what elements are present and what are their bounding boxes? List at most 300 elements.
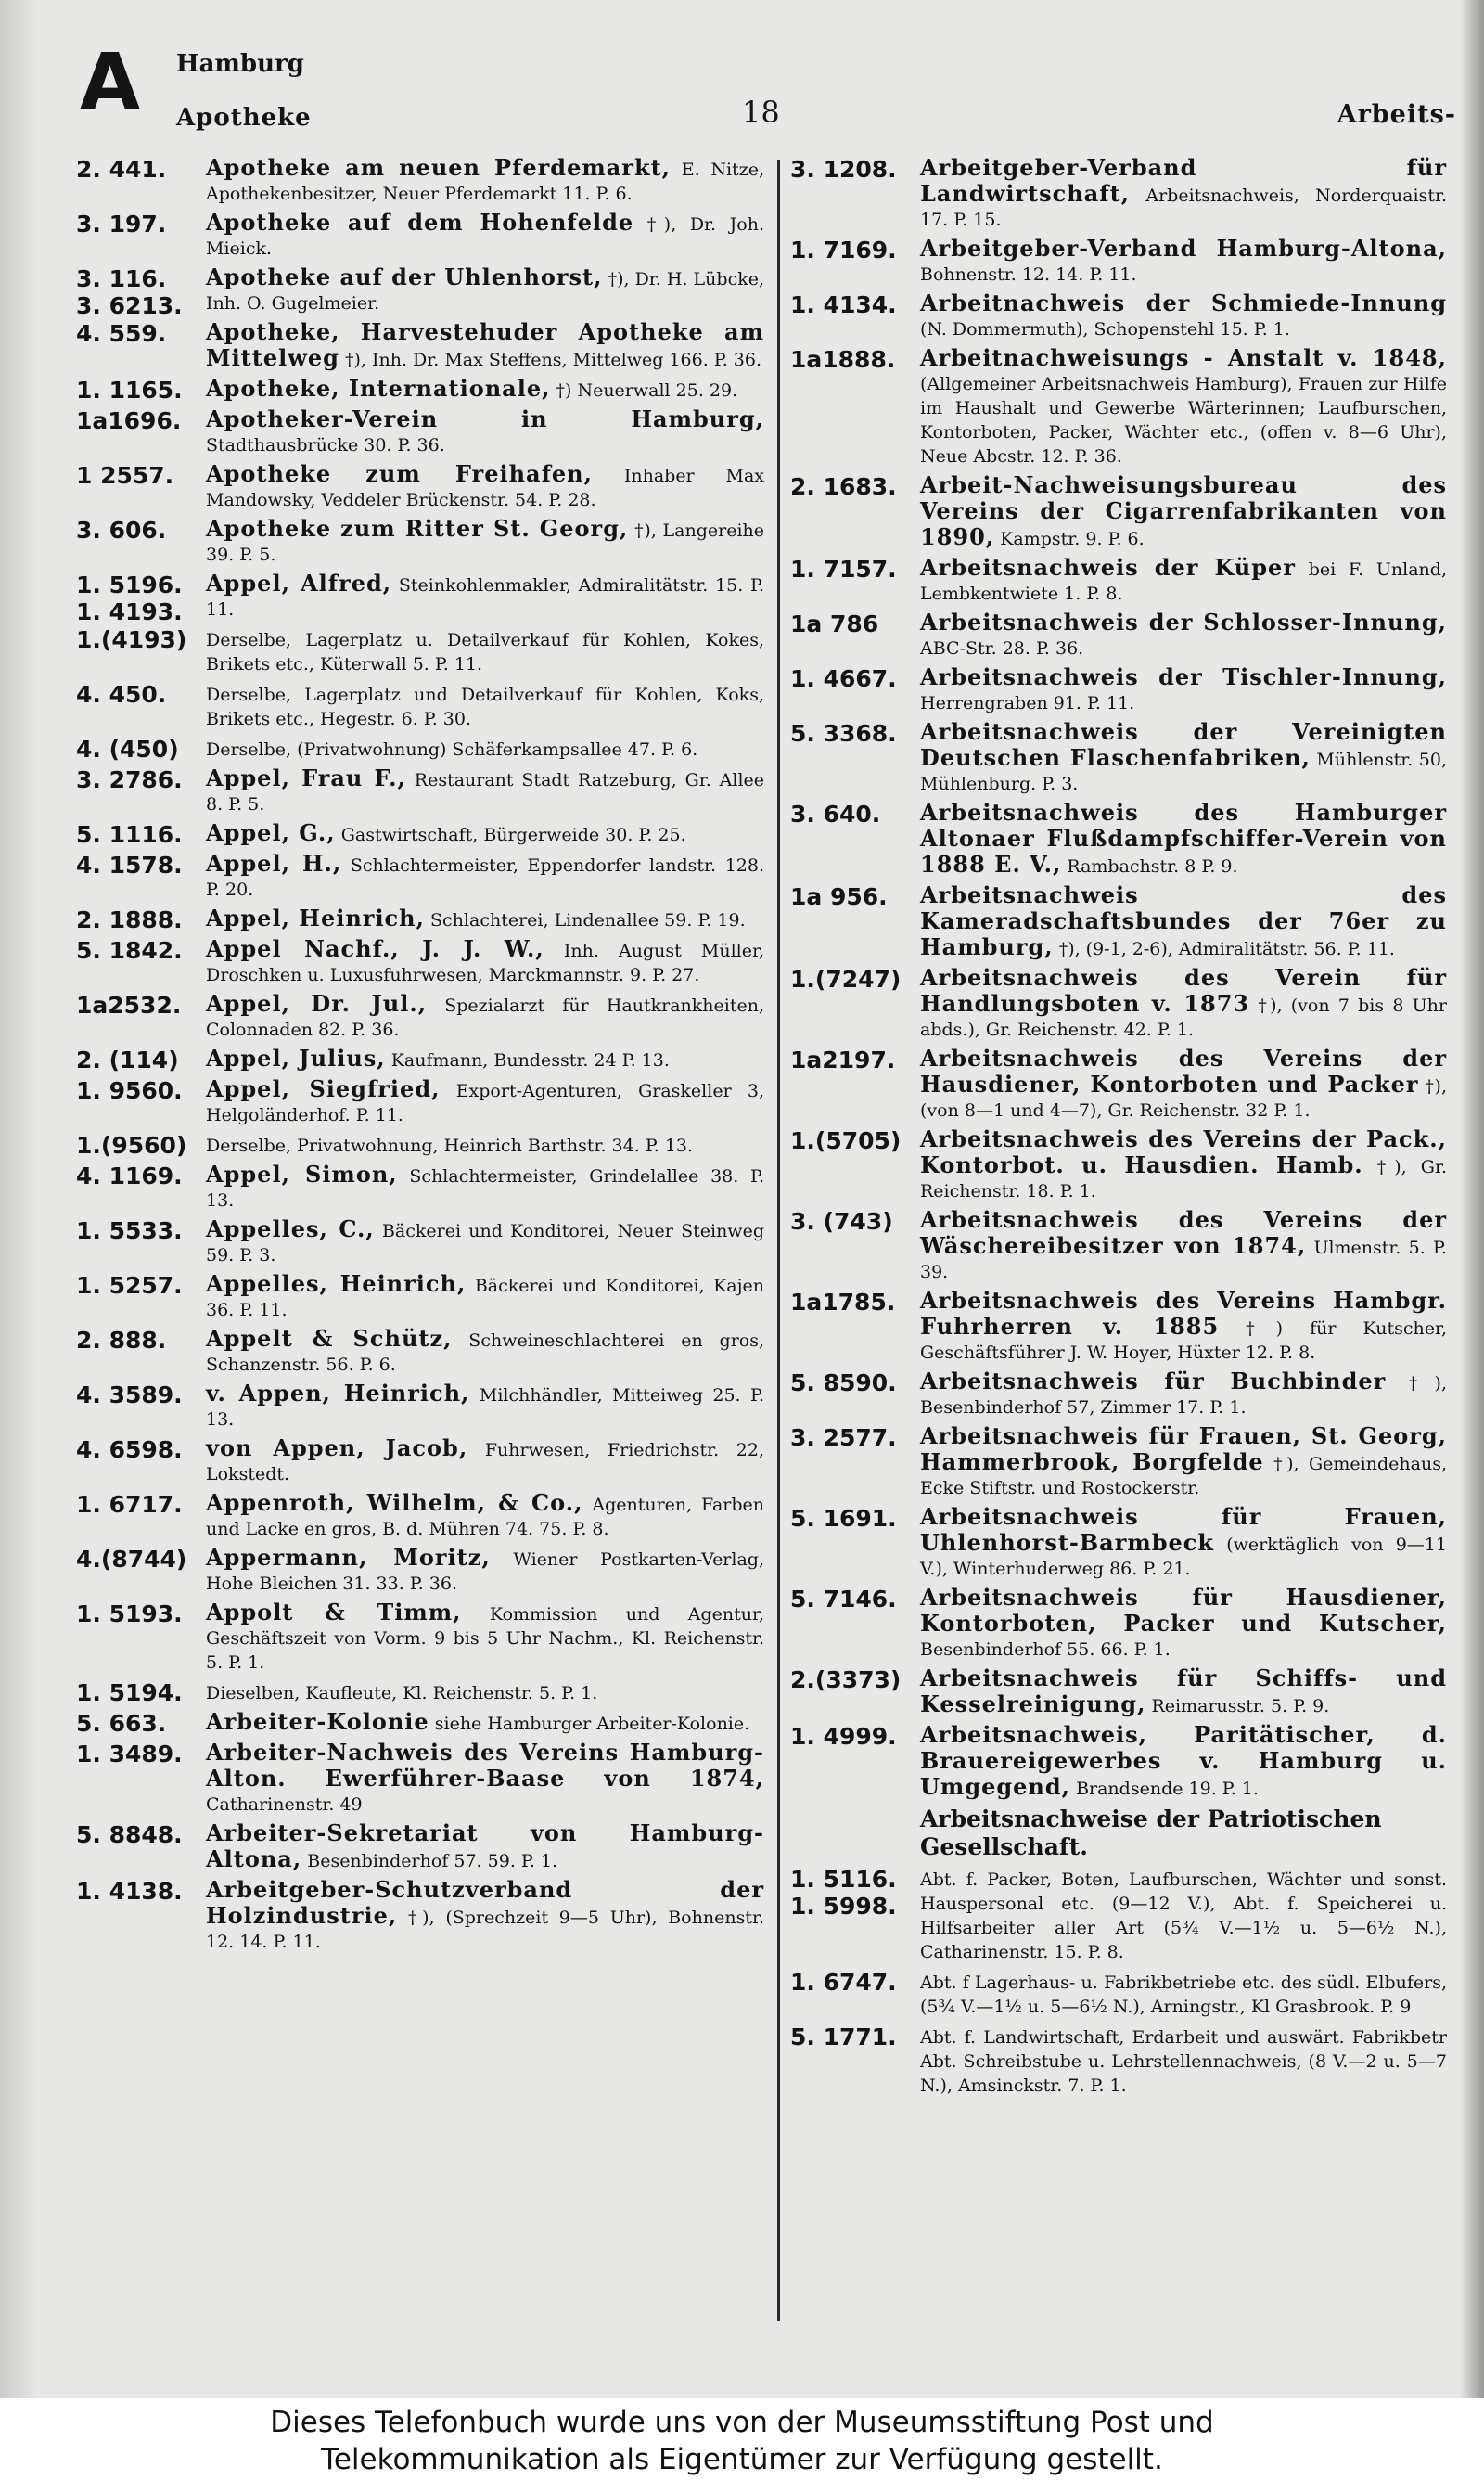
directory-entry	[76, 1710, 764, 1736]
directory-entry	[790, 2024, 1447, 2098]
directory-entry	[790, 1208, 1447, 1284]
entry-text	[206, 852, 764, 902]
directory-entry	[790, 665, 1447, 715]
directory-entry	[76, 626, 764, 676]
phone-number: 3. (743)	[790, 1208, 893, 1235]
directory-entry	[76, 1327, 764, 1377]
header-section: Apotheke	[176, 104, 312, 132]
phone-number: 1a1888.	[790, 346, 896, 373]
entry-name: Apotheke, Internationale,	[206, 375, 551, 402]
column-divider	[777, 160, 780, 2321]
phone-number: 1. 5193.	[76, 1600, 183, 1627]
page-shadow-right	[1460, 0, 1484, 2398]
entry-details: Besenbinderhof 55. 66. P. 1.	[920, 1639, 1171, 1660]
entry-name: Arbeitsnachweis für Frauen, Uhlenhorst-Barmbeck	[920, 1503, 1447, 1556]
entry-name: Appel, Frau F.,	[206, 765, 406, 791]
entry-details: Milchhändler, Mitteiweg 25. P. 13.	[206, 1385, 765, 1430]
entry-text	[920, 291, 1447, 341]
entry-text	[920, 966, 1447, 1042]
entry-details: Dieselben, Kaufleute, Kl. Reichenstr. 5. P. 1.	[206, 1683, 598, 1703]
entry-details: †), Dr. Joh. Mieick.	[206, 214, 764, 259]
entry-text	[206, 626, 764, 676]
directory-entry	[790, 1586, 1447, 1662]
directory-entry	[76, 992, 764, 1042]
entry-name: Arbeitsnachweis für Schiffs- und Kesselreinigung,	[920, 1664, 1447, 1717]
directory-entry	[790, 237, 1447, 287]
entry-text	[920, 237, 1447, 287]
entry-details: †), Langereihe 39. P. 5.	[206, 520, 765, 565]
entry-details: Besenbinderhof 57. 59. P. 1.	[307, 1851, 558, 1871]
directory-entry	[76, 1491, 764, 1541]
entry-details: Restaurant Stadt Ratzeburg, Gr. Allee 8. P. 5.	[206, 770, 765, 815]
entry-details: Derselbe, Lagerplatz und Detailverkauf für Kohlen, Koks, Brikets etc., Hegestr. 6. P. 30.	[206, 685, 764, 729]
entry-details: Kommission und Agentur, Geschäftszeit von Vorm. 9 bis 5 Uhr Nachm., Kl. Reichenstr. 5. P. 1.	[206, 1604, 764, 1673]
entry-text	[206, 1878, 764, 1954]
page-shadow-left	[0, 0, 37, 2398]
directory-entry	[76, 517, 764, 567]
entry-name: Arbeiter-Sekretariat von Hamburg-Altona,	[206, 1819, 764, 1872]
entry-text	[920, 1424, 1447, 1500]
phone-number: 1.(9560)	[76, 1132, 187, 1159]
phone-number: 1. 7157.	[790, 556, 897, 583]
entry-name: Appel, Siegfried,	[206, 1075, 441, 1102]
phone-number: 2. 888.	[76, 1327, 167, 1354]
entry-text	[920, 473, 1447, 551]
entry-details: Catharinenstr. 49	[206, 1794, 363, 1815]
phone-number: 1. 9560.	[76, 1077, 183, 1104]
phone-number: 4. 1169.	[76, 1163, 183, 1189]
entry-name: Arbeitsnachweis der Tischler-Innung,	[920, 663, 1447, 690]
index-letter: A	[80, 36, 141, 127]
directory-entry	[790, 473, 1447, 551]
entry-text	[206, 1381, 764, 1432]
entry-name: Arbeitsnachweis des Vereins der Pack., Kontorbot. u. Hausdien. Hamb.	[920, 1125, 1447, 1178]
phone-number: 1. 1165.	[76, 377, 183, 404]
entry-details: Gastwirtschaft, Bürgerweide 30. P. 25.	[340, 825, 686, 845]
entry-details: Kampstr. 9. P. 6.	[1000, 529, 1145, 549]
entry-details: Rambachstr. 8 P. 9.	[1067, 856, 1238, 877]
directory-entry	[790, 1969, 1447, 2019]
entry-name: Arbeitnachweis der Schmiede-Innung	[920, 289, 1447, 316]
entry-text	[920, 1586, 1447, 1662]
entry-name: Appelt & Schütz,	[206, 1325, 453, 1352]
entry-name: Appel, Julius,	[206, 1045, 386, 1072]
entry-details: Kaufmann, Bundesstr. 24 P. 13.	[390, 1050, 670, 1071]
entry-details: Schlachtermeister, Grindelallee 38. P. 13.	[206, 1166, 765, 1211]
directory-entry	[76, 736, 764, 762]
entry-name: Appel, Heinrich,	[206, 905, 425, 932]
directory-entry	[790, 1666, 1447, 1718]
directory-entry	[76, 320, 764, 372]
entry-text	[206, 407, 764, 457]
directory-entry	[76, 1546, 764, 1596]
directory-entry	[76, 407, 764, 457]
directory-entry	[76, 1272, 764, 1322]
directory-entry	[790, 1505, 1447, 1581]
page-number: 18	[742, 95, 780, 130]
entry-details: Fuhrwesen, Friedrichstr. 22, Lokstedt.	[206, 1440, 764, 1484]
phone-number: 2. 441.	[76, 156, 167, 183]
phone-number: 3. 197.	[76, 211, 167, 238]
phone-number: 1a 956.	[790, 883, 888, 910]
entry-details: Herrengraben 91. P. 11.	[920, 693, 1135, 713]
entry-details: Abt. f Lagerhaus- u. Fabrikbetriebe etc. des südl. Elbufers, (5¾ V.—1½ u. 5—6½ N.), Arningstr., Kl Grasbrook. P. 9	[920, 1972, 1447, 2017]
directory-entry	[76, 1077, 764, 1127]
directory-entry	[76, 1047, 764, 1073]
entry-text	[206, 1600, 764, 1675]
entry-name: Arbeitsnachweis, Paritätischer, d. Brauereigewerbes v. Hamburg u. Umgegend,	[920, 1721, 1447, 1800]
entry-name: Arbeitgeber-Schutzverband der Holzindustrie,	[206, 1876, 764, 1929]
entry-details: bei F. Unland, Lembkentwiete 1. P. 8.	[920, 559, 1447, 604]
entry-details: Inh. August Müller, Droschken u. Luxusfuhrwesen, Marckmannstr. 9. P. 27.	[206, 941, 765, 985]
phone-number: 4. 6598.	[76, 1436, 183, 1463]
entry-name: Appenroth, Wilhelm, & Co.,	[206, 1489, 583, 1516]
phone-number: 1. 4667.	[790, 665, 897, 692]
entry-details: Abt. f. Packer, Boten, Laufburschen, Wächter und sonst. Hauspersonal etc. (9—12 V.), Abt. f. Speicherei u. Hilfsarbeiter aller Art (5¾ V.—1½ u. 5—6½ N.), Catharinenstr. 15. P. 8.	[920, 1870, 1447, 1962]
header-city: Hamburg	[176, 50, 304, 78]
phone-number: 5. 1842.	[76, 937, 183, 964]
directory-entry	[790, 1723, 1447, 1801]
entry-name: Arbeitgeber-Verband Hamburg-Altona,	[920, 235, 1447, 262]
entry-details: Brandsende 19. P. 1.	[1076, 1779, 1259, 1799]
entry-name: Appel, G.,	[206, 819, 336, 846]
entry-details: Abt. f. Landwirtschaft, Erdarbeit und auswärt. Fabrikbetr Abt. Schreibstube u. Lehrstellennachweis, (8 V.—2 u. 5—7 N.), Amsinckstr. 7. P. 1.	[920, 2027, 1447, 2096]
directory-entry	[76, 852, 764, 902]
directory-entry	[76, 1741, 764, 1817]
phone-number: 1. 5194.	[76, 1679, 183, 1706]
phone-number: 5. 663.	[76, 1710, 167, 1737]
entry-details: †), (von 7 bis 8 Uhr abds.), Gr. Reichenstr. 42. P. 1.	[920, 996, 1447, 1040]
entry-details: Bäckerei und Konditorei, Kajen 36. P. 11.	[206, 1276, 765, 1320]
entry-text	[206, 821, 764, 847]
entry-text	[206, 517, 764, 567]
entry-name: Arbeitsnachweis der Küper	[920, 554, 1296, 581]
directory-entry	[76, 1436, 764, 1486]
entry-details: †), (Sprechzeit 9—5 Uhr), Bohnenstr. 12. 14. P. 11.	[206, 1908, 764, 1952]
directory-entry	[76, 1132, 764, 1158]
entry-text	[206, 572, 764, 622]
entry-name: Arbeitsnachweis der Vereinigten Deutschen Flaschenfabriken,	[920, 718, 1447, 771]
entry-text	[920, 2024, 1447, 2098]
entry-details: †), Inh. Dr. Max Steffens, Mittelweg 166. P. 36.	[345, 350, 762, 370]
entry-text	[920, 801, 1447, 879]
phone-number: 1a1785.	[790, 1289, 896, 1316]
entry-details: †), Dr. H. Lübcke, Inh. O. Gugelmeier.	[206, 269, 765, 314]
entry-text	[920, 1289, 1447, 1365]
entry-details: Bäckerei und Konditorei, Neuer Steinweg 59. P. 3.	[206, 1221, 764, 1266]
entry-name: von Appen, Jacob,	[206, 1434, 468, 1461]
directory-entry	[76, 156, 764, 206]
entry-text	[920, 1505, 1447, 1581]
entry-details: Steinkohlenmakler, Admiralitätstr. 15. P. 11.	[206, 575, 764, 620]
entry-text	[920, 1866, 1447, 1964]
entry-details: †) für Kutscher, Geschäftsführer J. W. Hoyer, Hüxter 12. P. 8.	[920, 1318, 1448, 1363]
entry-name: Apotheke am neuen Pferdemarkt,	[206, 154, 672, 181]
entry-text	[206, 1163, 764, 1213]
entry-name: Appermann, Moritz,	[206, 1544, 491, 1571]
phone-number: 3. 640.	[790, 801, 881, 828]
entry-text	[206, 377, 764, 403]
directory-entry	[790, 1047, 1447, 1123]
entry-text	[920, 1969, 1447, 2019]
entry-name: Apotheke, Harvestehuder Apotheke am Mittelweg	[206, 318, 764, 371]
entry-text	[206, 1132, 764, 1158]
directory-entry	[790, 1127, 1447, 1203]
directory-entry	[790, 156, 1447, 232]
entry-text	[920, 1369, 1447, 1420]
entry-text	[920, 1723, 1447, 1801]
entry-name: Arbeitsnachweis für Frauen, St. Georg, Hammerbrook, Borgfelde	[920, 1422, 1447, 1475]
entry-text	[920, 346, 1447, 469]
entry-name: Apotheker-Verein in Hamburg,	[206, 405, 764, 432]
directory-entry	[790, 1289, 1447, 1365]
entry-name: Arbeitsnachweis des Kameradschaftsbundes der 76er zu Hamburg,	[920, 881, 1447, 960]
phone-number: 5. 3368.	[790, 720, 897, 747]
entry-text	[206, 1436, 764, 1486]
entry-text	[920, 1127, 1447, 1203]
entry-details: E. Nitze, Apothekenbesitzer, Neuer Pferdemarkt 11. P. 6.	[206, 160, 764, 204]
directory-entry	[76, 263, 765, 319]
phone-number: 1. 5116. 1. 5998.	[790, 1866, 897, 1920]
entry-details: Schlachterei, Lindenallee 59. P. 19.	[430, 910, 746, 931]
phone-number: 3. 116. 3. 6213.	[76, 265, 183, 319]
entry-text	[920, 1666, 1447, 1718]
entry-text	[920, 665, 1447, 715]
entry-details: Derselbe, Privatwohnung, Heinrich Barthstr. 34. P. 13.	[206, 1136, 694, 1156]
directory-entry	[76, 211, 764, 261]
entry-details: Wiener Postkarten-Verlag, Hohe Bleichen 31. 33. P. 36.	[206, 1549, 764, 1594]
entry-details: Schweineschlachterei en gros, Schanzenstr. 56. P. 6.	[206, 1330, 765, 1375]
phone-number: 4. 559.	[76, 320, 167, 347]
phone-number: 4.(8744)	[76, 1546, 187, 1573]
entry-details: Bohnenstr. 12. 14. P. 11.	[920, 264, 1137, 285]
directory-entry	[76, 1381, 764, 1432]
phone-number: 4. 450.	[76, 681, 167, 708]
footer-note	[0, 2398, 1484, 2480]
subheading: Arbeitsnachweise der Patriotischen Gesellschaft.	[920, 1805, 1382, 1860]
phone-number: 5. 8590.	[790, 1369, 897, 1396]
directory-entry	[76, 377, 764, 403]
phone-number: 1. 4138.	[76, 1878, 183, 1905]
entry-name: Arbeitsnachweis der Schlosser-Innung,	[920, 609, 1447, 636]
entry-text	[206, 1327, 764, 1377]
directory-entry	[76, 821, 764, 847]
entry-details: Agenturen, Farben und Lacke en gros, B. d. Mühren 74. 75. P. 8.	[206, 1495, 765, 1539]
phone-number: 1. 5533.	[76, 1217, 183, 1244]
entry-text	[920, 610, 1447, 661]
phone-number: 1. 5196. 1. 4193.	[76, 572, 183, 625]
entry-name: Arbeiter-Nachweis des Vereins Hamburg-Alton. Ewerführer-Baase von 1874,	[206, 1739, 764, 1792]
directory-entry	[76, 766, 764, 816]
entry-text	[920, 1208, 1447, 1284]
entry-details: Derselbe, (Privatwohnung) Schäferkampsallee 47. P. 6.	[206, 739, 698, 760]
phone-number: 5. 1116.	[76, 821, 183, 848]
entry-name: Appelles, Heinrich,	[206, 1270, 467, 1297]
entry-name: Arbeitgeber-Verband für Landwirtschaft,	[920, 154, 1447, 207]
directory-entry	[790, 966, 1447, 1042]
phone-number: 2. 1888.	[76, 906, 183, 933]
entry-text	[920, 883, 1447, 961]
entry-details: †), (9-1, 2-6), Admiralitätstr. 56. P. 11.	[1058, 939, 1395, 959]
directory-entry	[790, 1805, 1447, 1861]
entry-text	[920, 1047, 1447, 1123]
entry-details: Export-Agenturen, Graskeller 3, Helgoländerhof. P. 11.	[206, 1081, 764, 1125]
entry-name: Appolt & Timm,	[206, 1599, 462, 1625]
phone-number: 2. (114)	[76, 1047, 179, 1073]
phone-number: 4. 3589.	[76, 1381, 183, 1408]
entry-details: Schlachtermeister, Eppendorfer landstr. 128. P. 20.	[206, 855, 764, 900]
entry-name: Arbeiter-Kolonie	[206, 1708, 429, 1735]
entry-text	[206, 1710, 764, 1736]
entry-name: Arbeitsnachweis des Vereins Hambgr. Fuhrherren v. 1885	[920, 1287, 1447, 1340]
entry-details: Derselbe, Lagerplatz u. Detailverkauf für Kohlen, Kokes, Brikets etc., Küterwall 5. P. 11.	[206, 630, 764, 675]
directory-entry	[790, 1424, 1447, 1500]
entry-text	[206, 766, 764, 816]
phone-number: 1.(7247)	[790, 966, 902, 993]
directory-entry	[790, 291, 1447, 341]
directory-entry	[76, 681, 764, 731]
phone-number: 3. 2577.	[790, 1424, 897, 1451]
entry-details: †), (von 8—1 und 4—7), Gr. Reichenstr. 32 P. 1.	[920, 1076, 1448, 1121]
footer-line-1: Dieses Telefonbuch wurde uns von der Museumsstiftung Post und	[270, 2406, 1214, 2439]
entry-details: †) Neuerwall 25. 29.	[556, 380, 738, 401]
entry-text	[206, 156, 764, 206]
entry-name: Appel, Alfred,	[206, 570, 392, 597]
entry-name: Arbeitsnachweis des Verein für Handlungsboten v. 1873	[920, 964, 1447, 1017]
entry-details: †), Gemeindehaus, Ecke Stiftstr. und Rostockerstr.	[920, 1454, 1447, 1498]
entry-name: v. Appen, Heinrich,	[206, 1380, 470, 1407]
entry-name: Appel, Dr. Jul.,	[206, 990, 428, 1017]
entry-name: Arbeitnachweisungs - Anstalt v. 1848,	[920, 344, 1447, 371]
entry-name: Arbeitsnachweis für Buchbinder	[920, 1368, 1387, 1394]
directory-entry	[790, 801, 1447, 879]
entry-text	[920, 556, 1447, 606]
phone-number: 1a 786	[790, 610, 879, 637]
entry-details: Mühlenstr. 50, Mühlenburg. P. 3.	[920, 750, 1448, 794]
phone-number: 5. 1691.	[790, 1505, 897, 1532]
phone-number: 1a2532.	[76, 992, 182, 1019]
entry-text	[206, 1272, 764, 1322]
entry-name: Appel, H.,	[206, 850, 342, 877]
directory-entry	[76, 462, 764, 512]
entry-name: Apotheke auf der Uhlenhorst,	[206, 263, 603, 290]
entry-details: (N. Dommermuth), Schopenstehl 15. P. 1.	[920, 319, 1290, 340]
footer-line-2: Telekommunikation als Eigentümer zur Verfügung gestellt.	[321, 2443, 1163, 2476]
phone-number: 4. 1578.	[76, 852, 183, 879]
directory-entry	[76, 1217, 764, 1267]
entry-text	[920, 720, 1447, 796]
entry-name: Appelles, C.,	[206, 1215, 375, 1242]
entry-details: †), Gr. Reichenstr. 18. P. 1.	[920, 1157, 1447, 1201]
entry-text	[206, 681, 764, 731]
entry-text	[206, 1077, 764, 1127]
phone-number: 5. 7146.	[790, 1586, 897, 1613]
phone-number: 3. 606.	[76, 517, 167, 544]
entry-details: Arbeitsnachweis, Norderquaistr. 17. P. 15.	[920, 186, 1447, 230]
directory-entry	[790, 610, 1447, 661]
header-next-section: Arbeits-	[1337, 100, 1456, 129]
directory-entry	[790, 556, 1447, 606]
entry-text	[206, 1217, 764, 1267]
directory-entry	[76, 1679, 764, 1705]
entry-name: Apotheke zum Freihafen,	[206, 460, 593, 487]
phone-number: 2. 1683.	[790, 473, 897, 500]
entry-name: Arbeitsnachweis des Vereins der Hausdiener, Kontorboten und Packer	[920, 1045, 1447, 1098]
phone-number: 2.(3373)	[790, 1666, 902, 1693]
directory-entry	[76, 1600, 764, 1675]
directory-entry	[790, 883, 1447, 961]
entry-name: Arbeitsnachweis des Hamburger Altonaer Flußdampfschiffer-Verein von 1888 E. V.,	[920, 799, 1447, 878]
entry-text	[206, 211, 764, 261]
entry-details: (Allgemeiner Arbeitsnachweis Hamburg), Frauen zur Hilfe im Haushalt und Gewerbe Wärterinnen; Laufburschen, Kontorboten, Packer, Wächter etc., (offen v. 8—6 Uhr), Neue Abcstr. 12. P. 36.	[920, 374, 1447, 467]
entry-text	[206, 1679, 764, 1705]
phone-number: 1. 3489.	[76, 1741, 183, 1767]
phone-number: 1.(5705)	[790, 1127, 902, 1154]
phone-number: 1. 4999.	[790, 1723, 897, 1750]
phone-number: 1 2557.	[76, 462, 174, 489]
entry-text	[206, 1491, 764, 1541]
entry-text	[206, 736, 764, 762]
directory-entry	[790, 346, 1447, 469]
entry-details: Ulmenstr. 5. P. 39.	[920, 1238, 1447, 1282]
phone-number: 4. (450)	[76, 736, 179, 763]
entry-text	[206, 937, 764, 987]
phone-number: 1. 6717.	[76, 1491, 183, 1518]
entry-text	[206, 265, 764, 315]
phone-number: 1. 5257.	[76, 1272, 183, 1299]
left-column	[76, 156, 764, 1959]
entry-name: Apotheke auf dem Hohenfelde	[206, 209, 634, 236]
entry-details: siehe Hamburger Arbeiter-Kolonie.	[434, 1714, 750, 1734]
phone-number: 1. 6747.	[790, 1969, 897, 1996]
directory-entry	[76, 1878, 764, 1954]
entry-details: (werktäglich von 9—11 V.), Winterhuderweg 86. P. 21.	[920, 1535, 1447, 1579]
entry-details: Stadthausbrücke 30. P. 36.	[206, 435, 445, 456]
directory-entry	[76, 906, 764, 932]
entry-text	[206, 1047, 764, 1073]
entry-details: Inhaber Max Mandowsky, Veddeler Brückenstr. 54. P. 28.	[206, 466, 764, 510]
directory-entry	[76, 1821, 764, 1873]
entry-name: Arbeitsnachweis des Vereins der Wäschereibesitzer von 1874,	[920, 1206, 1447, 1259]
entry-name: Arbeit-Nachweisungsbureau des Vereins der Cigarrenfabrikanten von 1890,	[920, 471, 1447, 550]
entry-name: Arbeitsnachweis für Hausdiener, Kontorboten, Packer und Kutscher,	[920, 1584, 1447, 1637]
directory-entry	[790, 720, 1447, 796]
entry-text	[206, 1546, 764, 1596]
entry-details: Spezialarzt für Hautkrankheiten, Colonnaden 82. P. 36.	[206, 996, 764, 1040]
entry-details: Reimarusstr. 5. P. 9.	[1151, 1696, 1330, 1716]
entry-details: †), Besenbinderhof 57, Zimmer 17. P. 1.	[920, 1373, 1447, 1418]
entry-name: Apotheke zum Ritter St. Georg,	[206, 515, 629, 542]
phone-number: 1. 4134.	[790, 291, 897, 318]
entry-text	[206, 1741, 764, 1817]
directory-entry	[790, 1866, 1447, 1964]
entry-text	[206, 462, 764, 512]
phone-number: 5. 1771.	[790, 2024, 897, 2050]
phone-number: 5. 8848.	[76, 1821, 183, 1848]
directory-entry	[76, 570, 764, 625]
entry-text	[206, 320, 764, 372]
phone-number: 1a2197.	[790, 1047, 896, 1073]
entry-text	[206, 1821, 764, 1873]
entry-text	[206, 906, 764, 932]
phone-number: 1a1696.	[76, 407, 182, 434]
directory-entry	[76, 1163, 764, 1213]
right-column	[790, 156, 1447, 2102]
phone-number: 1.(4193)	[76, 626, 187, 653]
phone-number: 3. 1208.	[790, 156, 897, 183]
directory-entry	[790, 1369, 1447, 1420]
entry-details: ABC-Str. 28. P. 36.	[920, 638, 1084, 659]
